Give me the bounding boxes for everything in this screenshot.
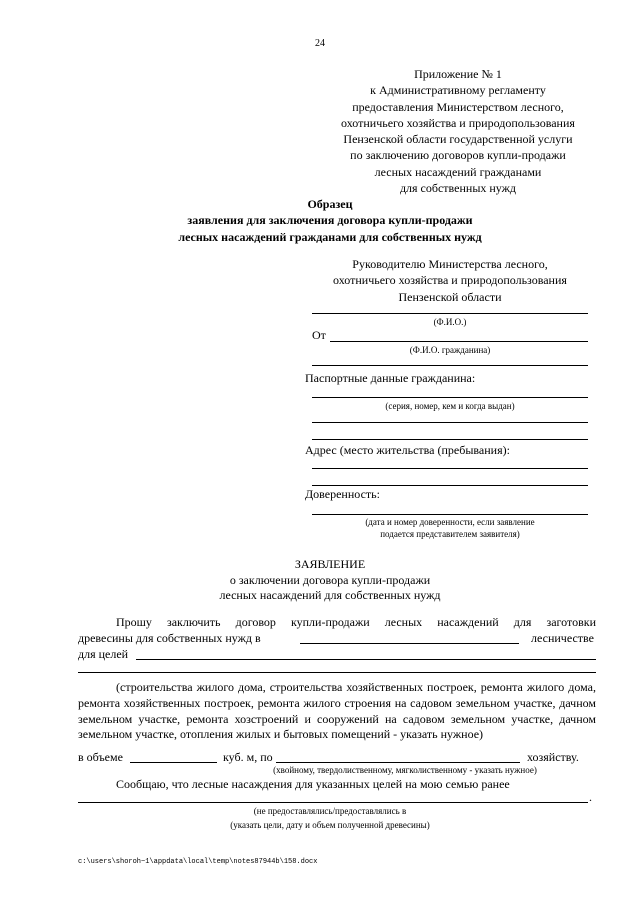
purpose-label: для целей [78,647,129,661]
report-caption: (не предоставлялись/предоставлялись в [253,806,407,816]
addressee-block [306,256,594,305]
appendix-line: лесных насаждений гражданами [374,164,542,179]
report-blank-line[interactable] [78,802,588,803]
passport-caption: (серия, номер, кем и когда выдан) [385,401,515,411]
passport-blank-line[interactable] [312,397,588,398]
passport-label: Паспортные данные гражданина: [305,371,476,385]
poa-caption: (дата и номер доверенности, если заявление [365,517,535,527]
sample-title-line: Образец [307,197,353,211]
statement-subtitle: о заключении договора купли-продажи [229,572,431,587]
passport-blank-line-2[interactable] [312,422,588,423]
addressee-line: Пензенской области [398,289,502,304]
appendix-line: Приложение № 1 [414,67,502,81]
from-extra-line[interactable] [312,365,588,366]
purpose-blank-line[interactable] [136,659,596,660]
purpose-blank-line-2[interactable] [78,672,596,673]
forestry-label: лесничестве [531,631,594,645]
sample-title [150,196,510,245]
address-blank-line[interactable] [312,468,588,469]
appendix-line: предоставления Министерством лесного, [352,99,564,114]
statement-title: ЗАЯВЛЕНИЕ [294,557,366,571]
poa-blank-line[interactable] [312,514,588,515]
addressee-line: Руководителю Министерства лесного, [352,257,548,271]
farm-label: хозяйству. [527,750,579,764]
appendix-line: к Административному регламенту [370,83,546,98]
purpose-options: (строительства жилого дома, строительства хозяйственных построек, ремонта жилого дома, ремонта хозяйственных построек, ремонта жилого строения на садовом земельном участке, дачном земельном участке, ремонта хозстроений и сооружений на садовом земельном участке, дачном земельном участке, отопления жилых и бытовых помещений - указать нужное) [78,680,596,742]
volume-label: в объеме [78,750,123,764]
citizen-fio-caption: (Ф.И.О. гражданина) [409,345,491,355]
forestry-blank-line[interactable] [300,643,519,644]
statement-heading [200,557,460,604]
appendix-line: охотничьего хозяйства и природопользования [341,115,575,130]
report-caption: (указать цели, дату и объем полученной древесины) [230,820,430,830]
report-end: . [589,790,592,804]
fio-blank-line[interactable] [312,313,588,314]
request-line-2: древесины для собственных нужд в [78,631,261,645]
request-line: Прошу заключить договор купли-продажи лесных насаждений для заготовки [116,615,596,629]
from-blank-line[interactable] [330,341,588,342]
poa-label: Доверенность: [305,487,380,501]
appendix-line: для собственных нужд [399,181,517,196]
appendix-line: по заключению договоров купли-продажи [350,148,566,163]
volume-blank-line[interactable] [130,762,217,763]
sample-title-line: лесных насаждений гражданами для собственных нужд [178,229,482,244]
passport-blank-line-3[interactable] [312,439,588,440]
sample-title-line: заявления для заключения договора купли-продажи [187,213,473,228]
volume-unit: куб. м, по [223,750,273,764]
farm-blank-line[interactable] [276,762,520,763]
fio-caption: (Ф.И.О.) [433,317,467,327]
from-label: От [312,328,326,342]
footer-file-path: c:\users\shoroh~1\appdata\local\temp\notes87944b\158.docx [78,858,318,866]
addressee-line: охотничьего хозяйства и природопользования [333,273,567,288]
appendix-line: Пензенской области государственной услуги [343,132,573,147]
poa-caption: подается представителем заявителя) [380,529,520,539]
address-blank-line-2[interactable] [312,485,588,486]
address-label: Адрес (место жительства (пребывания): [305,443,510,457]
report-line: Сообщаю, что лесные насаждения для указанных целей на мою семью ранее [116,777,510,791]
page-number: 24 [315,38,325,49]
appendix-header [318,66,598,196]
statement-subtitle: лесных насаждений для собственных нужд [219,588,441,602]
farm-caption: (хвойному, твердолиственному, мягколиственному - указать нужное) [273,765,537,775]
